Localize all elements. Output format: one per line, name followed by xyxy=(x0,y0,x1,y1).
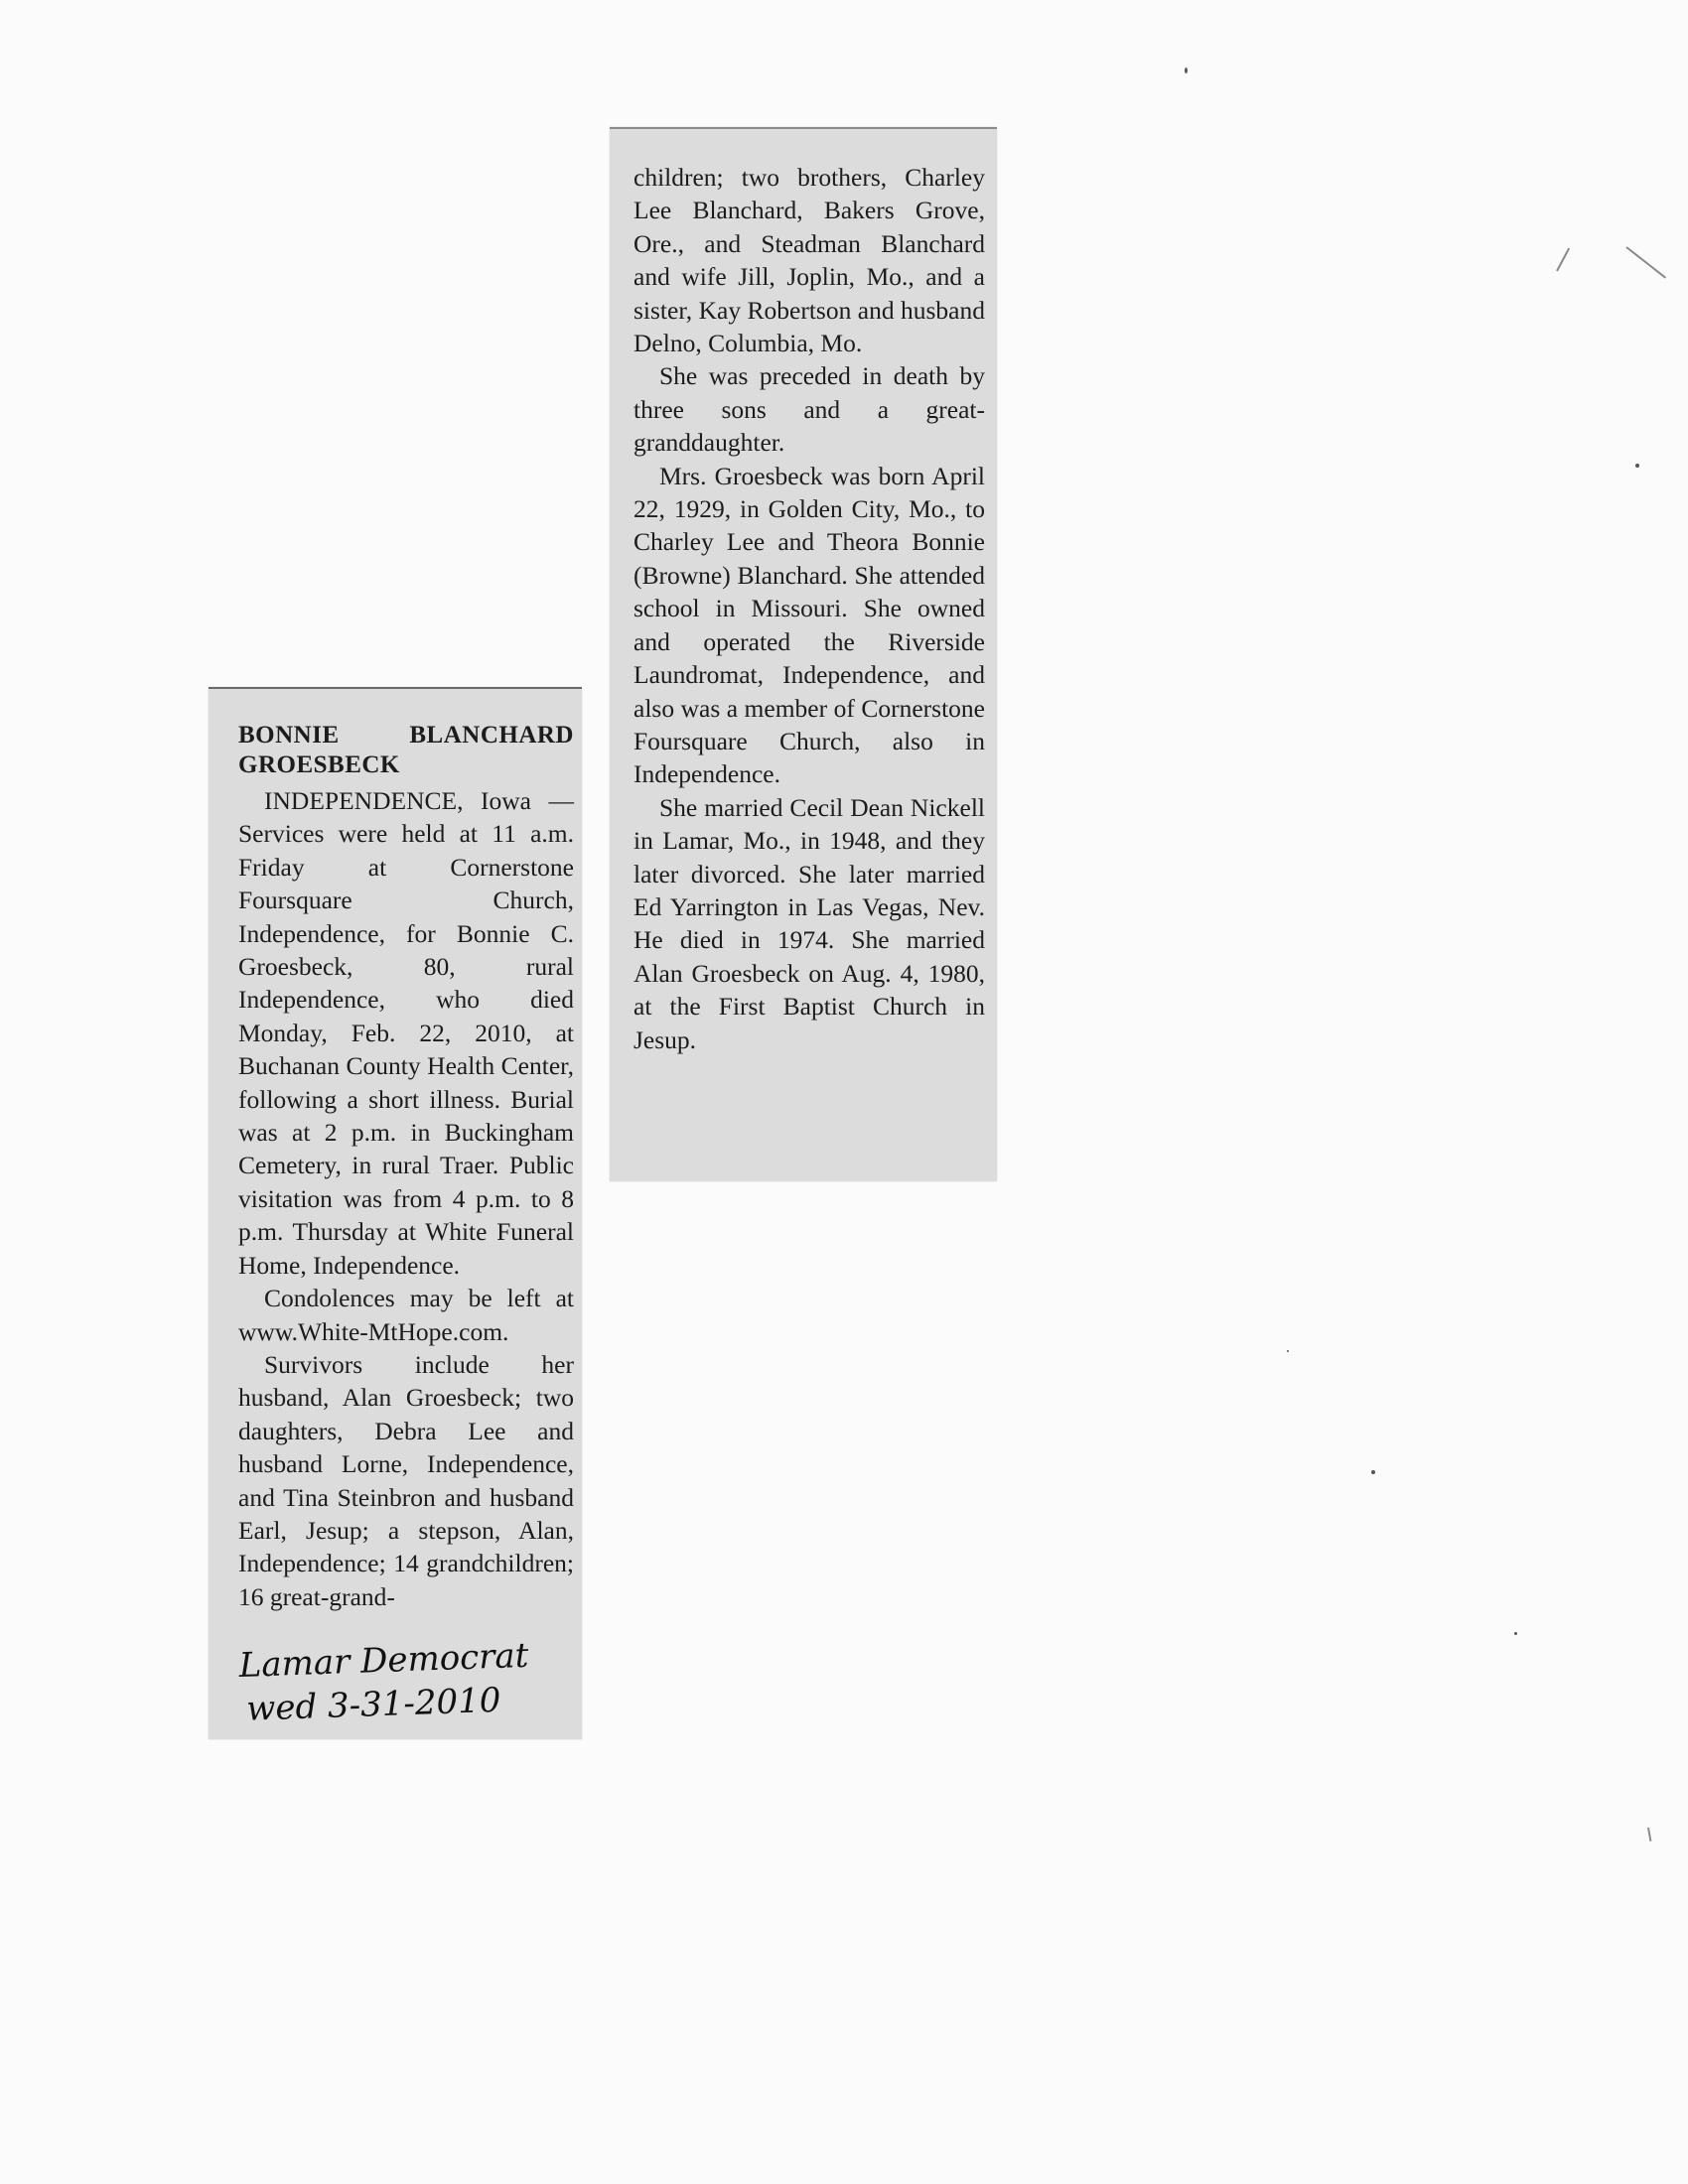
scan-mark xyxy=(1625,246,1666,278)
obituary-clipping-right xyxy=(610,127,997,1181)
obituary-headline: BONNIE BLANCHARD GROESBECK xyxy=(238,722,574,778)
obituary-paragraph-marriages: She married Cecil Dean Nickell in Lamar, Mo., in 1948, and they later divorced. She later married Ed Yarrington in Las Vegas, Nev. He died in 1974. She married Alan Groesbeck on Aug. 4, 1980, at the First Baptist Church in Jesup. xyxy=(633,792,985,1054)
obituary-paragraph-preceded: She was preceded in death by three sons and a great-granddaughter. xyxy=(633,361,985,458)
scan-mark xyxy=(1556,248,1570,272)
handwritten-source-note xyxy=(238,1634,531,1731)
obituary-paragraph-survivors-continued: children; two brothers, Charley Lee Blanchard, Bakers Grove, Ore., and Steadman Blanchard and wife Jill, Joplin, Mo., and a sister, Kay Robertson and husband Delno, Columbia, Mo. xyxy=(633,163,985,358)
handwritten-date: wed 3-31-2010 xyxy=(245,1680,502,1729)
obituary-paragraph-biography: Mrs. Groesbeck was born April 22, 1929, in Golden City, Mo., to Charley Lee and Theora Bonnie (Browne) Blanchard. She attended school in Missouri. She owned and operated the Riverside Laundromat, Independence, and also was a member of Cornerstone Foursquare Church, also in Independence. xyxy=(633,461,985,789)
obituary-clipping-left xyxy=(209,687,582,1739)
handwritten-newspaper-name: Lamar Democrat xyxy=(238,1635,530,1686)
scan-speck xyxy=(1287,1350,1289,1352)
scan-speck xyxy=(1371,1470,1375,1474)
obituary-paragraph-condolences: Condolences may be left at www.White-MtHope.com. xyxy=(238,1284,574,1346)
scan-speck xyxy=(1514,1632,1517,1635)
obituary-paragraph-services: INDEPENDENCE, Iowa — Services were held at 11 a.m. Friday at Cornerstone Foursquare Church, Independence, for Bonnie C. Groesbeck, 80, rural Independence, who died Monday, Feb. 22, 2010, at Buchanan County Health Center, following a short illness. Burial was at 2 p.m. in Buckingham Cemetery, in rural Traer. Public visitation was from 4 p.m. to 8 p.m. Thursday at White Funeral Home, Independence. xyxy=(238,786,574,1280)
obituary-paragraph-survivors: Survivors include her husband, Alan Groesbeck; two daughters, Debra Lee and husband Lorne, Independence, and Tina Steinbron and husband Earl, Jesup; a stepson, Alan, Independence; 14 grandchildren; 16 great-grand- xyxy=(238,1349,574,1611)
scan-speck xyxy=(1185,68,1188,73)
scan-speck xyxy=(1635,464,1639,468)
scan-mark xyxy=(1647,1828,1651,1842)
